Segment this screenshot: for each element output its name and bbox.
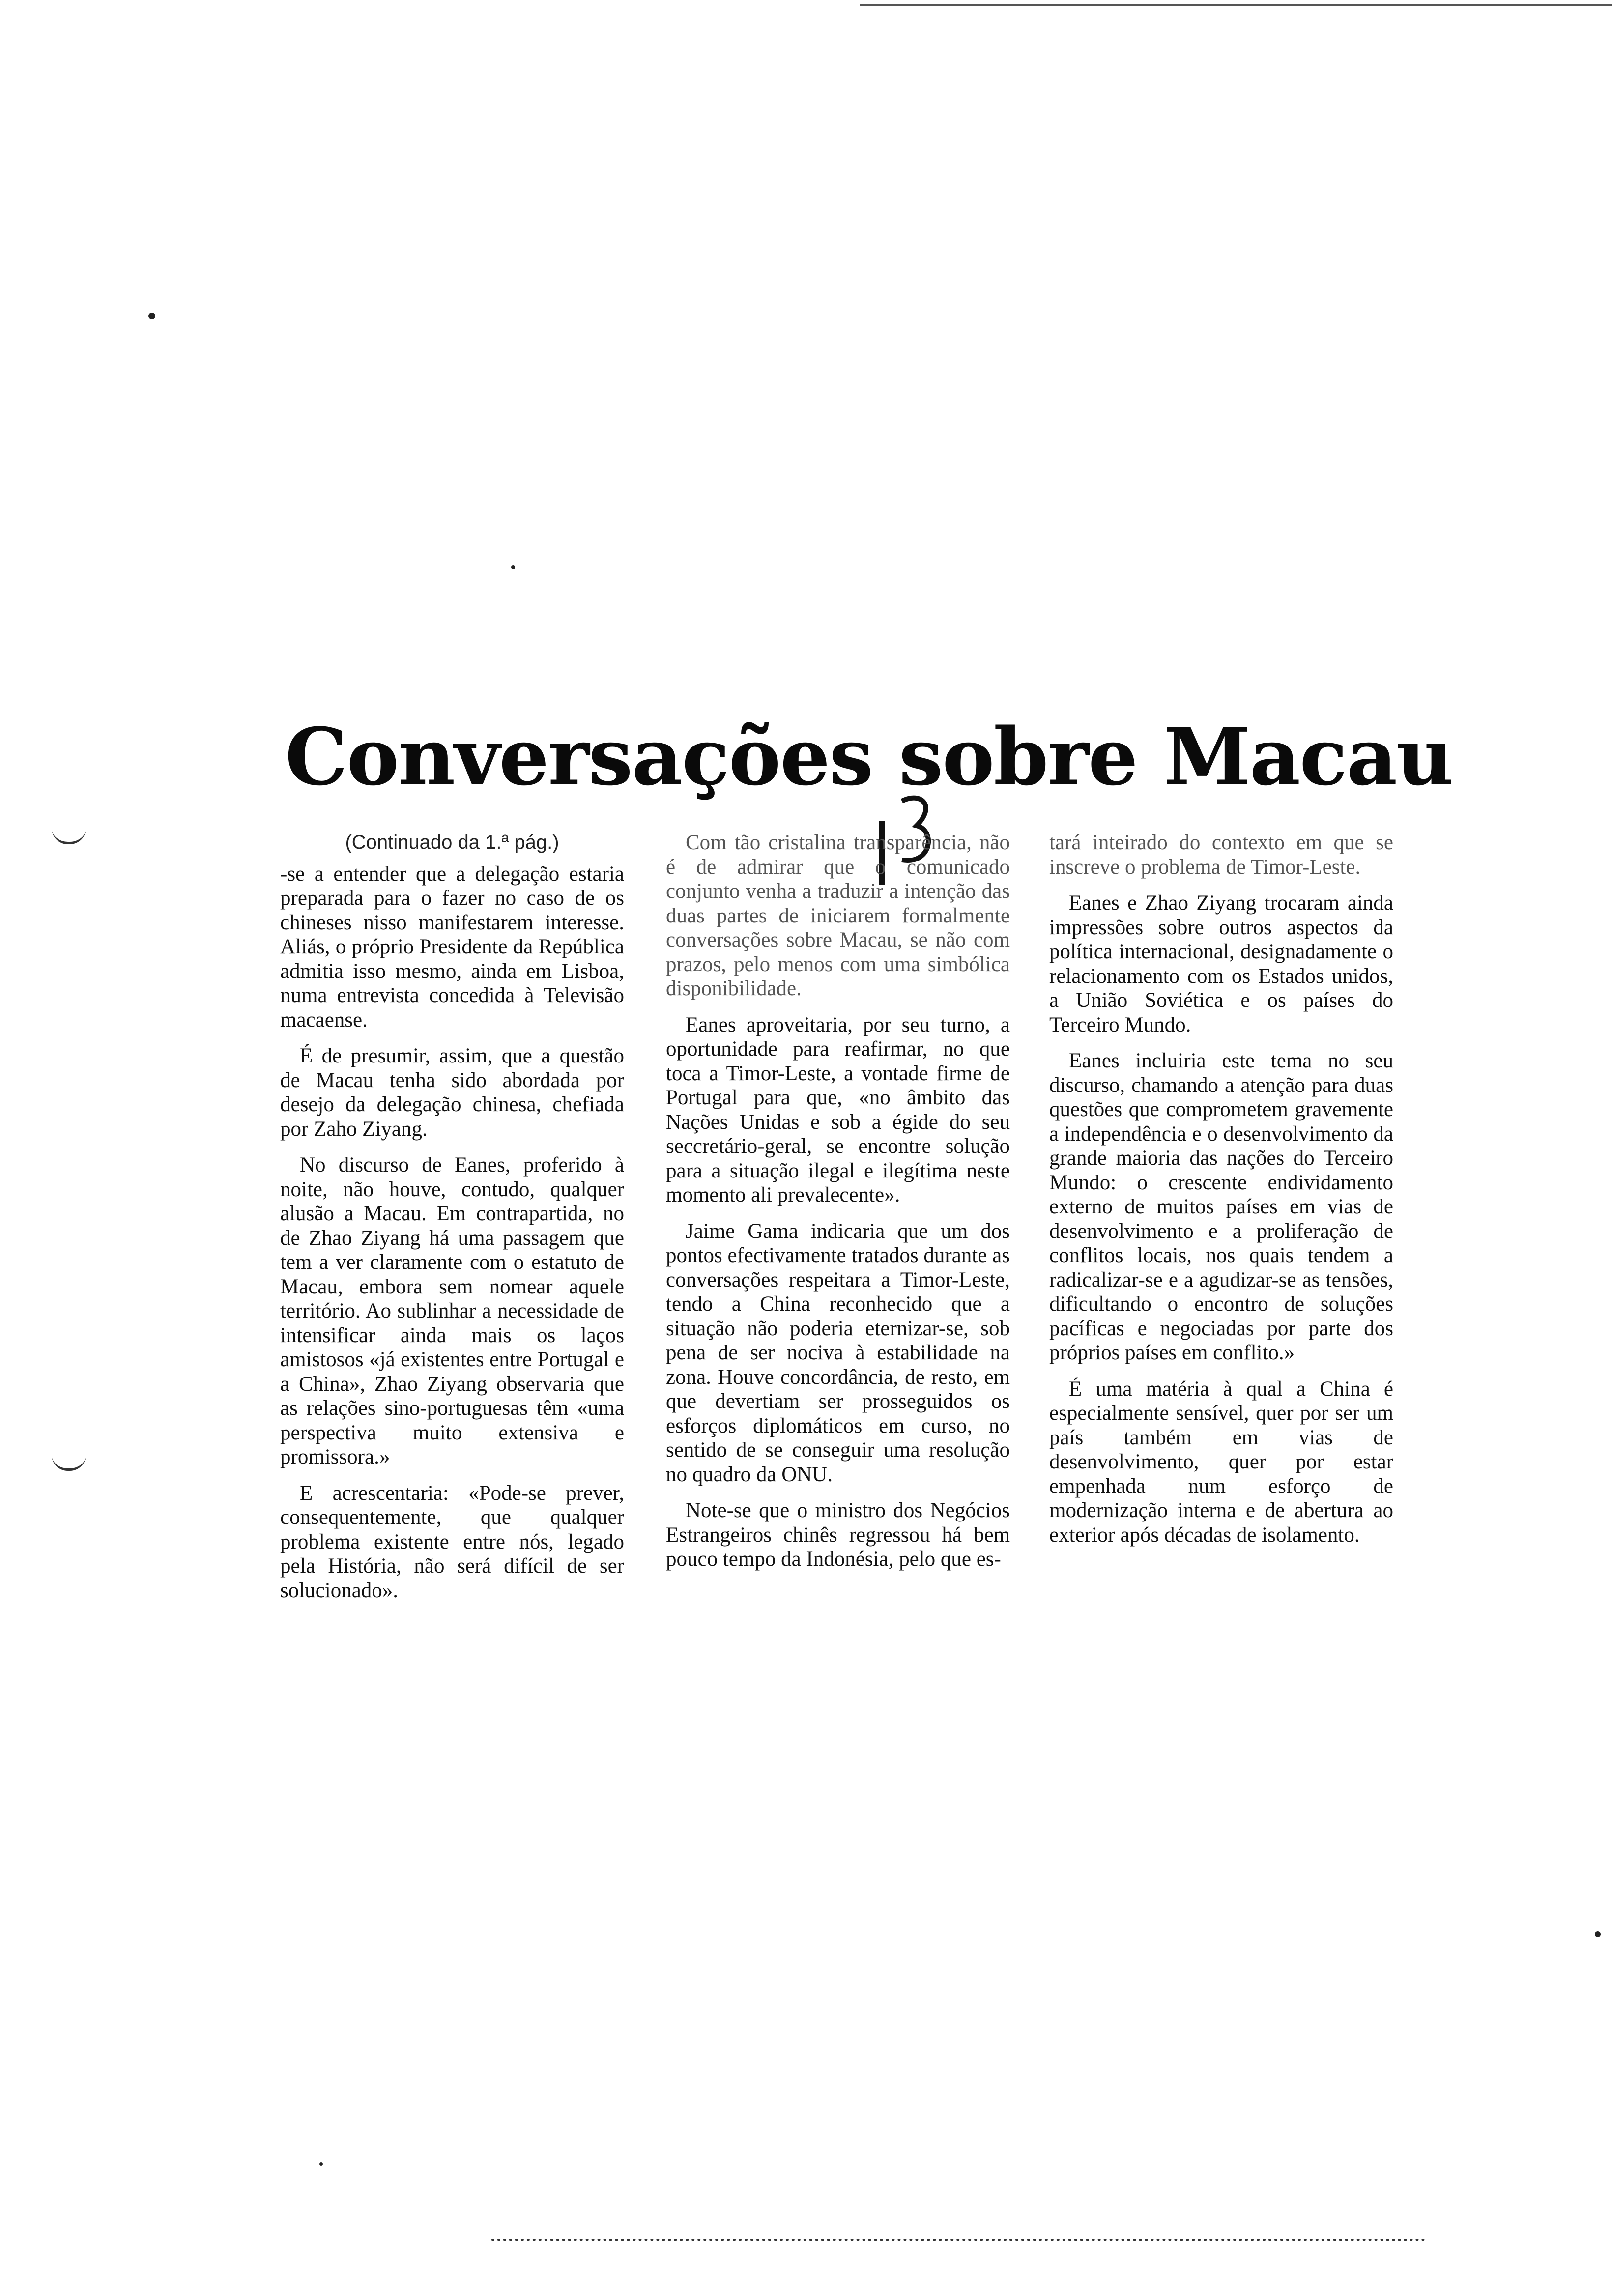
margin-mark (52, 828, 86, 844)
scan-speck (148, 313, 155, 319)
paragraph: Eanes aproveitaria, por seu turno, a oportunidade para reafirmar, no que toca a Timor-Leste, a vontade firme de Portugal para que, «no âmbito das Nações Unidas e sob a égide do seu seccretário-geral, se encontre solução para a situação ilegal e ilegítima neste momento ali prevalecente». (666, 1013, 1010, 1206)
paragraph: Com tão cristalina transparência, não é de admirar que o comunicado conjunto venha a traduzir a intenção das duas partes de iniciarem formalmente conversações sobre Macau, se não com prazos, pelo menos com uma simbólica disponibilidade. (666, 831, 1010, 1000)
paragraph: E acrescentaria: «Pode-se prever, consequentemente, que qualquer problema existente entre nós, legado pela História, não será difícil de ser solucionado». (280, 1481, 624, 1602)
paragraph: No discurso de Eanes, proferido à noite, não houve, contudo, qualquer alusão a Macau. Em contrapartida, no de Zhao Ziyang há uma passagem que tem a ver claramente com o estatuto de Macau, embora sem nomear aquele território. Ao sublinhar a necessidade de intensificar ainda mais os laços amistosos «já existentes entre Portugal e a China», Zhao Ziyang observaria que as relações sino-portuguesas têm «uma perspectiva muito extensiva e promissora.» (280, 1153, 624, 1468)
continued-note: (Continuado da 1.ª pág.) (345, 832, 559, 853)
paragraph: Eanes e Zhao Ziyang trocaram ainda impressões sobre outros aspectos da política internacional, designadamente o relacionamento com os Estados unidos, a União Soviética e os países do Terceiro Mundo. (1049, 891, 1393, 1036)
paragraph: Eanes incluiria este tema no seu discurso, chamando a atenção para duas questões que comprometem gravemente a independência e o desenvolvimento da grande maioria das nações do Terceiro Mundo: o crescente endividamento externo de muitos países em vias de desenvolvimento e a proliferação de conflitos locais, nos quais tendem a radicalizar-se e a agudizar-se as tensões, dificultando o encontro de soluções pacíficas e negociadas por parte dos próprios países em conflito.» (1049, 1049, 1393, 1364)
scan-edge-line (860, 4, 1612, 6)
article-column-1 (280, 831, 624, 1614)
paragraph: Note-se que o ministro dos Negócios Estrangeiros chinês regressou há bem pouco tempo da Indonésia, pelo que es- (666, 1499, 1010, 1571)
paragraph: -se a entender que a delegação estaria preparada para o fazer no caso de os chineses nisso manifestarem interesse. Aliás, o próprio Presidente da República admitia isso mesmo, ainda em Lisboa, numa entrevista concedida à Televisão macaense. (280, 862, 624, 1032)
paragraph: É uma matéria à qual a China é especialmente sensível, quer por ser um país também em vias de desenvolvimento, quer por estar empenhada num esforço de modernização interna e de abertura ao exterior após décadas de isolamento. (1049, 1377, 1393, 1547)
scan-speck (511, 565, 515, 569)
paragraph: É de presumir, assim, que a questão de Macau tenha sido abordada por desejo da delegação chinesa, chefiada por Zaho Ziyang. (280, 1044, 624, 1141)
scan-speck (319, 2162, 323, 2166)
dotted-rule (491, 2239, 1425, 2246)
margin-mark (52, 1455, 86, 1471)
article-column-2 (666, 831, 1010, 1583)
article-column-3 (1049, 831, 1393, 1559)
paragraph: Jaime Gama indicaria que um dos pontos efectivamente tratados durante as conversações respeitara a Timor-Leste, tendo a China reconhecido que a situação não poderia eternizar-se, sob pena de ser nociva à estabilidade na zona. Houve concordância, de resto, em que devertiam ser prosseguidos os esforços diplomáticos em curso, no sentido de se conseguir uma resolução no quadro da ONU. (666, 1219, 1010, 1486)
scan-speck (1595, 1931, 1601, 1937)
paragraph: tará inteirado do contexto em que se inscreve o problema de Timor-Leste. (1049, 831, 1393, 879)
article-headline: Conversações sobre Macau (285, 711, 1453, 803)
